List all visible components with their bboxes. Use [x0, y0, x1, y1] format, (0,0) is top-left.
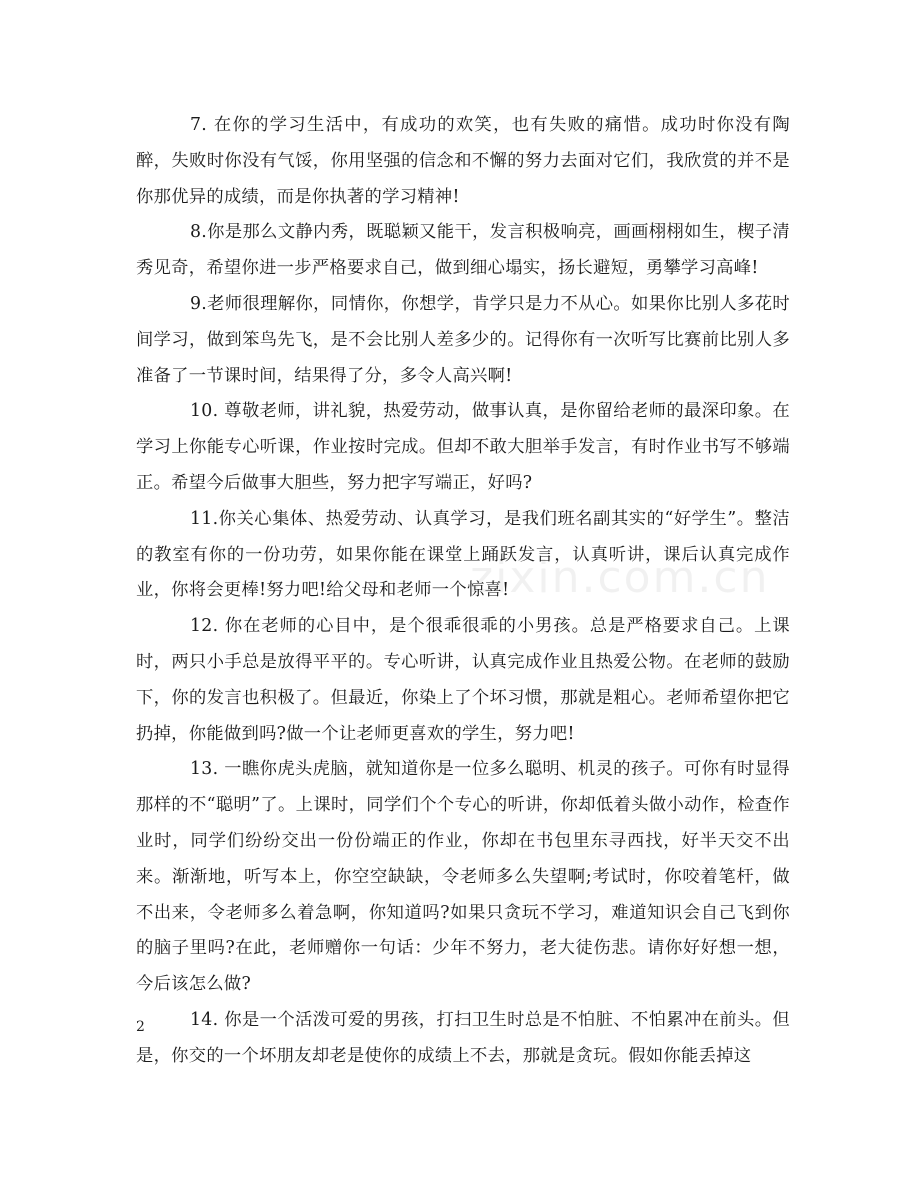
paragraph-11: 11.你关心集体、热爱劳动、认真学习，是我们班名副其实的“好学生”。整洁的教室有你的一份功劳，如果你能在课堂上踊跃发言，认真听讲，课后认真完成作业，你将会更棒!努力吧!给父母和老师一个惊喜!: [136, 508, 790, 601]
paragraph-13: 13. 一瞧你虎头虎脑，就知道你是一位多么聪明、机灵的孩子。可你有时显得那样的不“聪明”了。上课时，同学们个个专心的听讲，你却低着头做小动作，检查作业时，同学们纷纷交出一份份端正的作业，你却在书包里东寻西找，好半天交不出来。渐渐地，听写本上，你空空缺缺，令老师多么失望啊;考试时，你咬着笔杆，做不出来，令老师多么着急啊，你知道吗?如果只贪玩不学习，难道知识会自己飞到你的脑子里吗?在此，老师赠你一句话：少年不努力，老大徒伤悲。请你好好想一想，今后该怎么做?: [136, 759, 790, 995]
page-number: 2: [136, 1019, 145, 1035]
paragraph-9: 9.老师很理解你，同情你，你想学，肯学只是力不从心。如果你比别人多花时间学习，做到笨鸟先飞，是不会比别人差多少的。记得你有一次听写比赛前比别人多准备了一节课时间，结果得了分，多令人高兴啊!: [136, 293, 790, 386]
paragraph-14: 14. 你是一个活泼可爱的男孩，打扫卫生时总是不怕脏、不怕累冲在前头。但是，你交的一个坏朋友却老是使你的成绩上不去，那就是贪玩。假如你能丢掉这: [136, 1009, 790, 1066]
paragraph-8: 8.你是那么文静内秀，既聪颖又能干，发言积极响亮，画画栩栩如生，楔子清秀见奇，希望你进一步严格要求自己，做到细心塌实，扬长避短，勇攀学习高峰!: [136, 222, 790, 279]
paragraph-10: 10. 尊敬老师，讲礼貌，热爱劳动，做事认真，是你留给老师的最深印象。在学习上你能专心听课，作业按时完成。但却不敢大胆举手发言，有时作业书写不够端正。希望今后做事大胆些，努力把字写端正，好吗?: [136, 401, 790, 493]
document-body: [136, 108, 790, 1075]
paragraph-7: 7. 在你的学习生活中，有成功的欢笑，也有失败的痛惜。成功时你没有陶醉，失败时你没有气馁，你用坚强的信念和不懈的努力去面对它们，我欣赏的并不是你那优异的成绩，而是你执著的学习精神!: [136, 115, 790, 207]
watermark: zixin.com.cn: [470, 552, 770, 603]
paragraph-12: 12. 你在老师的心目中，是个很乖很乖的小男孩。总是严格要求自己。上课时，两只小手总是放得平平的。专心听讲，认真完成作业且热爱公物。在老师的鼓励下，你的发言也积极了。但最近，你染上了个坏习惯，那就是粗心。老师希望你把它扔掉，你能做到吗?做一个让老师更喜欢的学生，努力吧!: [136, 616, 790, 744]
